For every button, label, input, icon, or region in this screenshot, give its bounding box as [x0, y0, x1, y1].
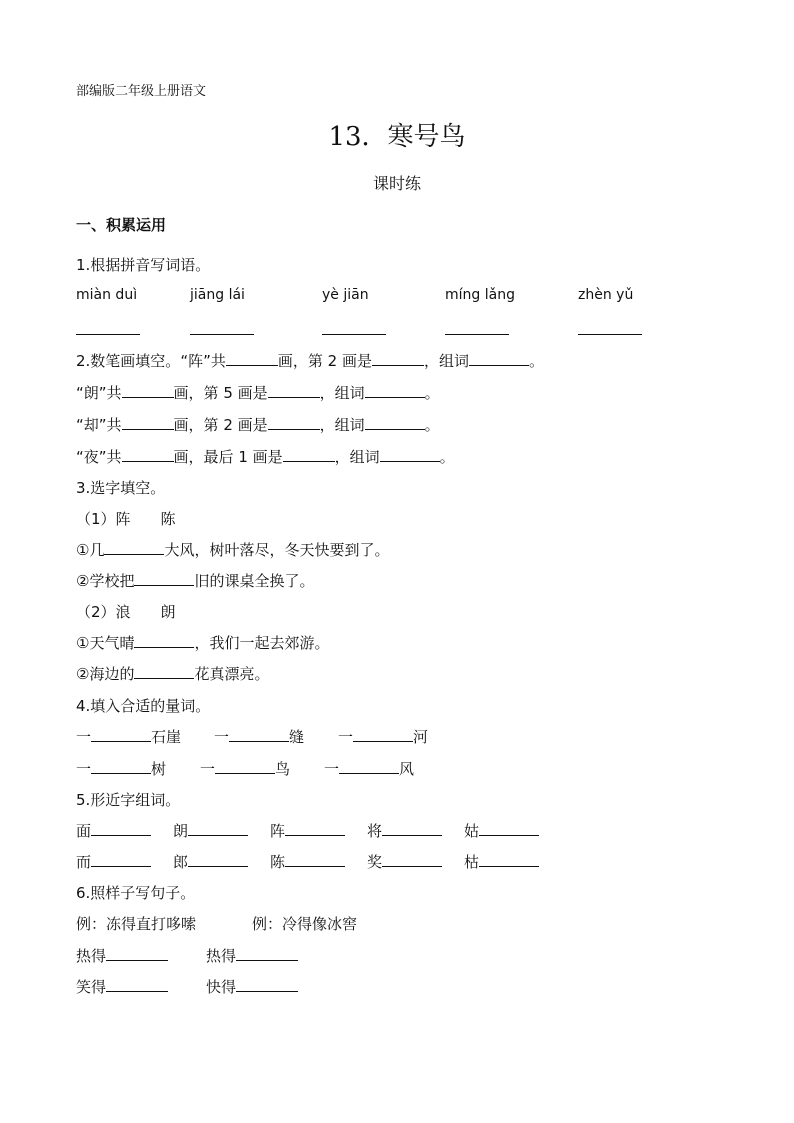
sentence-post: 大风，树叶落尽，冬天快要到了。: [164, 541, 390, 559]
measure-word-row: [76, 726, 428, 747]
word-text: ，组词: [423, 352, 469, 370]
answer-blank[interactable]: [469, 351, 529, 366]
answer-blank[interactable]: [188, 852, 248, 867]
stroke-text: 画，第 2 画是: [277, 352, 372, 370]
answer-blank[interactable]: [339, 759, 399, 774]
char: 而: [76, 853, 92, 871]
char: 阵: [270, 822, 286, 840]
answer-blank[interactable]: [380, 447, 440, 462]
noun: 河: [413, 728, 429, 746]
similar-char-row: [76, 851, 539, 872]
stroke-text: 画，第 2 画是: [173, 416, 268, 434]
stroke-char: “阵”共: [180, 352, 226, 370]
stem: 热得: [206, 947, 237, 965]
char: 将: [367, 822, 383, 840]
answer-blank[interactable]: [578, 318, 642, 335]
question-1-prompt: 1.根据拼音写词语。: [76, 256, 211, 274]
question-4-prompt: 4.填入合适的量词。: [76, 697, 211, 715]
answer-blank[interactable]: [226, 351, 278, 366]
answer-blank[interactable]: [91, 727, 151, 742]
answer-blank[interactable]: [236, 946, 298, 961]
end-text: 。: [528, 352, 544, 370]
answer-blank[interactable]: [268, 415, 320, 430]
end-text: 。: [424, 416, 440, 434]
sentence: [76, 570, 314, 591]
pinyin-2: jiāng lái: [190, 287, 245, 303]
answer-blank[interactable]: [236, 977, 298, 992]
answer-blank[interactable]: [445, 318, 509, 335]
similar-char-row: [76, 820, 539, 841]
answer-blank[interactable]: [134, 633, 194, 648]
answer-blank[interactable]: [122, 415, 174, 430]
noun: 鸟: [275, 760, 291, 778]
header-note: 部编版二年级上册语文: [76, 84, 207, 99]
measure-word-row: [76, 758, 414, 779]
answer-blank[interactable]: [365, 415, 425, 430]
sentence-row: [76, 976, 298, 997]
prefix: 一: [324, 760, 340, 778]
sentence-post: ，我们一起去郊游。: [194, 634, 330, 652]
stroke-char: “夜”共: [76, 448, 122, 466]
answer-blank[interactable]: [190, 318, 254, 335]
stroke-text: 画，第 5 画是: [173, 384, 268, 402]
answer-blank[interactable]: [215, 759, 275, 774]
char: 枯: [464, 853, 480, 871]
sentence-pre: ②学校把: [76, 572, 135, 590]
question-2-row: [76, 446, 455, 467]
answer-blank[interactable]: [134, 571, 194, 586]
noun: 缝: [289, 728, 305, 746]
char: 陈: [270, 853, 286, 871]
answer-blank[interactable]: [134, 664, 194, 679]
sentence: [76, 663, 269, 684]
choice-group-1: （1）阵 陈: [76, 510, 176, 528]
noun: 风: [399, 760, 415, 778]
answer-blank[interactable]: [122, 383, 174, 398]
stem: 笑得: [76, 978, 107, 996]
answer-blank[interactable]: [382, 852, 442, 867]
stroke-char: “却”共: [76, 416, 122, 434]
answer-blank[interactable]: [104, 540, 164, 555]
pinyin-4: míng lǎng: [445, 287, 515, 303]
answer-blank[interactable]: [322, 318, 386, 335]
answer-blank[interactable]: [382, 821, 442, 836]
answer-blank[interactable]: [479, 821, 539, 836]
sentence-pre: ①天气晴: [76, 634, 135, 652]
answer-blank[interactable]: [285, 821, 345, 836]
stroke-char: “朗”共: [76, 384, 122, 402]
answer-blank[interactable]: [188, 821, 248, 836]
sentence-post: 花真漂亮。: [194, 665, 270, 683]
prefix: 一: [76, 760, 92, 778]
answer-blank[interactable]: [365, 383, 425, 398]
prefix: 一: [214, 728, 230, 746]
noun: 石崖: [151, 728, 182, 746]
char: 面: [76, 822, 92, 840]
question-3-prompt: 3.选字填空。: [76, 479, 166, 497]
example-1: 例：冻得直打哆嗦: [76, 915, 197, 933]
answer-blank[interactable]: [268, 383, 320, 398]
char: 朗: [173, 822, 189, 840]
answer-blank[interactable]: [91, 852, 151, 867]
sentence: [76, 632, 329, 653]
answer-blank[interactable]: [229, 727, 289, 742]
word-text: ，组词: [334, 448, 380, 466]
choice-group-2: （2）浪 朗: [76, 603, 176, 621]
end-text: 。: [424, 384, 440, 402]
example-row: [76, 913, 357, 934]
end-text: 。: [439, 448, 455, 466]
sentence: [76, 539, 389, 560]
answer-blank[interactable]: [91, 759, 151, 774]
section-heading: 一、积累运用: [76, 216, 167, 234]
answer-blank[interactable]: [479, 852, 539, 867]
stem: 快得: [206, 978, 237, 996]
page-title: 13．寒号鸟: [328, 122, 466, 152]
answer-blank[interactable]: [122, 447, 174, 462]
prefix: 一: [338, 728, 354, 746]
answer-blank[interactable]: [106, 977, 168, 992]
word-text: ，组词: [319, 416, 365, 434]
pinyin-3: yè jiān: [322, 287, 369, 303]
question-2-row: [76, 414, 440, 435]
noun: 树: [151, 760, 167, 778]
answer-blank[interactable]: [353, 727, 413, 742]
sentence-row: [76, 945, 298, 966]
question-2-prompt: 2.数笔画填空。: [76, 352, 181, 370]
answer-blank[interactable]: [76, 318, 140, 335]
pinyin-5: zhèn yǔ: [578, 287, 634, 303]
answer-blank[interactable]: [283, 447, 335, 462]
answer-blank[interactable]: [285, 852, 345, 867]
page-subtitle: 课时练: [372, 174, 421, 193]
stroke-text: 画，最后 1 画是: [173, 448, 283, 466]
question-2-row: [76, 382, 440, 403]
sentence-pre: ①几: [76, 541, 105, 559]
prefix: 一: [200, 760, 216, 778]
question-2-row: [76, 350, 544, 371]
example-2: 例：冷得像冰窖: [252, 915, 358, 933]
sentence-pre: ②海边的: [76, 665, 135, 683]
answer-blank[interactable]: [106, 946, 168, 961]
word-text: ，组词: [319, 384, 365, 402]
char: 姑: [464, 822, 480, 840]
answer-blank[interactable]: [372, 351, 424, 366]
char: 奖: [367, 853, 383, 871]
sentence-post: 旧的课桌全换了。: [194, 572, 315, 590]
question-5-prompt: 5.形近字组词。: [76, 791, 181, 809]
question-6-prompt: 6.照样子写句子。: [76, 884, 196, 902]
char: 郎: [173, 853, 189, 871]
prefix: 一: [76, 728, 92, 746]
answer-blank[interactable]: [91, 821, 151, 836]
pinyin-1: miàn duì: [76, 287, 138, 303]
stem: 热得: [76, 947, 107, 965]
